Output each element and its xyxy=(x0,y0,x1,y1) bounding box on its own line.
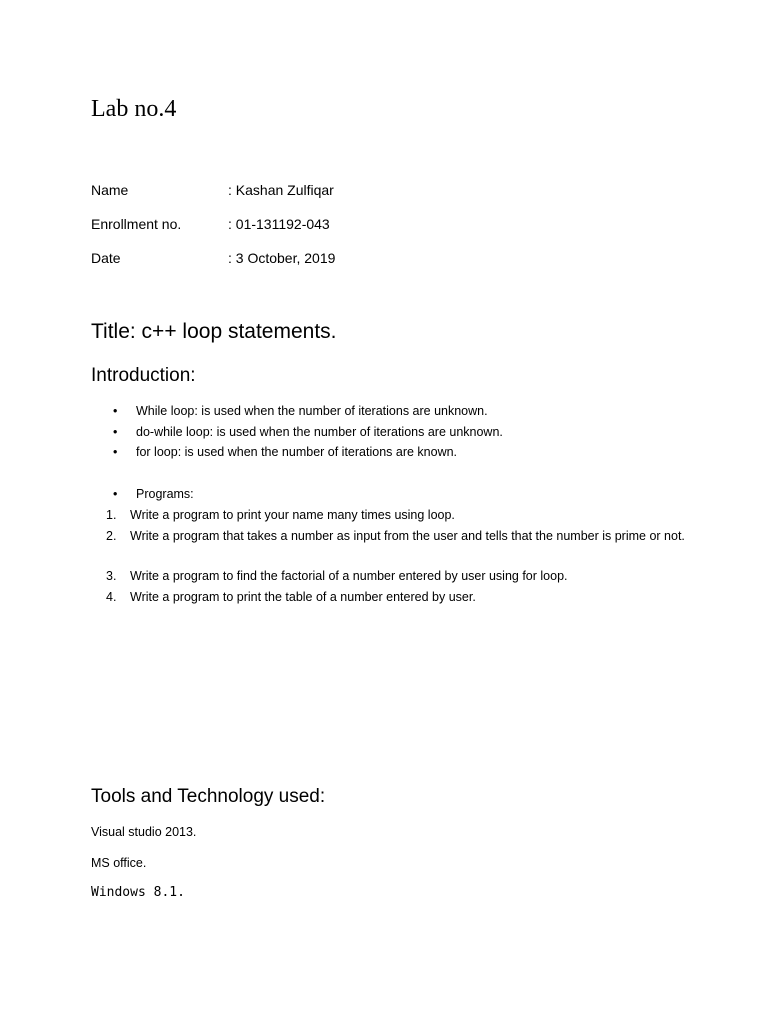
tool-item: Windows 8.1. xyxy=(91,885,185,900)
program-text: Write a program to print the table of a number entered by user. xyxy=(130,590,476,604)
program-text: Write a program that takes a number as input from the user and tells that the number is prime or not. xyxy=(130,529,685,543)
info-label: Enrollment no. xyxy=(91,216,182,232)
tool-item: MS office. xyxy=(91,856,147,870)
info-label: Date xyxy=(91,250,121,266)
program-text: Write a program to print your name many times using loop. xyxy=(130,508,455,522)
bullet-text: While loop: is used when the number of iterations are unknown. xyxy=(136,404,488,418)
bullet-icon: • xyxy=(113,425,118,439)
document-title: Title: c++ loop statements. xyxy=(91,320,337,343)
program-number: 2. xyxy=(106,529,117,543)
info-label: Name xyxy=(91,182,129,198)
info-value: : 01-131192-043 xyxy=(228,216,330,232)
bullet-icon: • xyxy=(113,445,118,459)
lab-title: Lab no.4 xyxy=(91,96,177,122)
program-number: 3. xyxy=(106,569,117,583)
bullet-text: do-while loop: is used when the number of iterations are unknown. xyxy=(136,425,503,439)
tool-item: Visual studio 2013. xyxy=(91,825,197,839)
bullet-text: for loop: is used when the number of iterations are known. xyxy=(136,445,458,459)
introduction-heading: Introduction: xyxy=(91,365,196,386)
program-number: 4. xyxy=(106,590,117,604)
info-value: : 3 October, 2019 xyxy=(228,250,336,266)
programs-label: Programs: xyxy=(136,487,194,501)
program-text: Write a program to find the factorial of a number entered by user using for loop. xyxy=(130,569,568,583)
info-value: : Kashan Zulfiqar xyxy=(228,182,334,198)
program-number: 1. xyxy=(106,508,117,522)
bullet-icon: • xyxy=(113,487,118,501)
bullet-icon: • xyxy=(113,404,118,418)
tools-heading: Tools and Technology used: xyxy=(91,786,326,807)
